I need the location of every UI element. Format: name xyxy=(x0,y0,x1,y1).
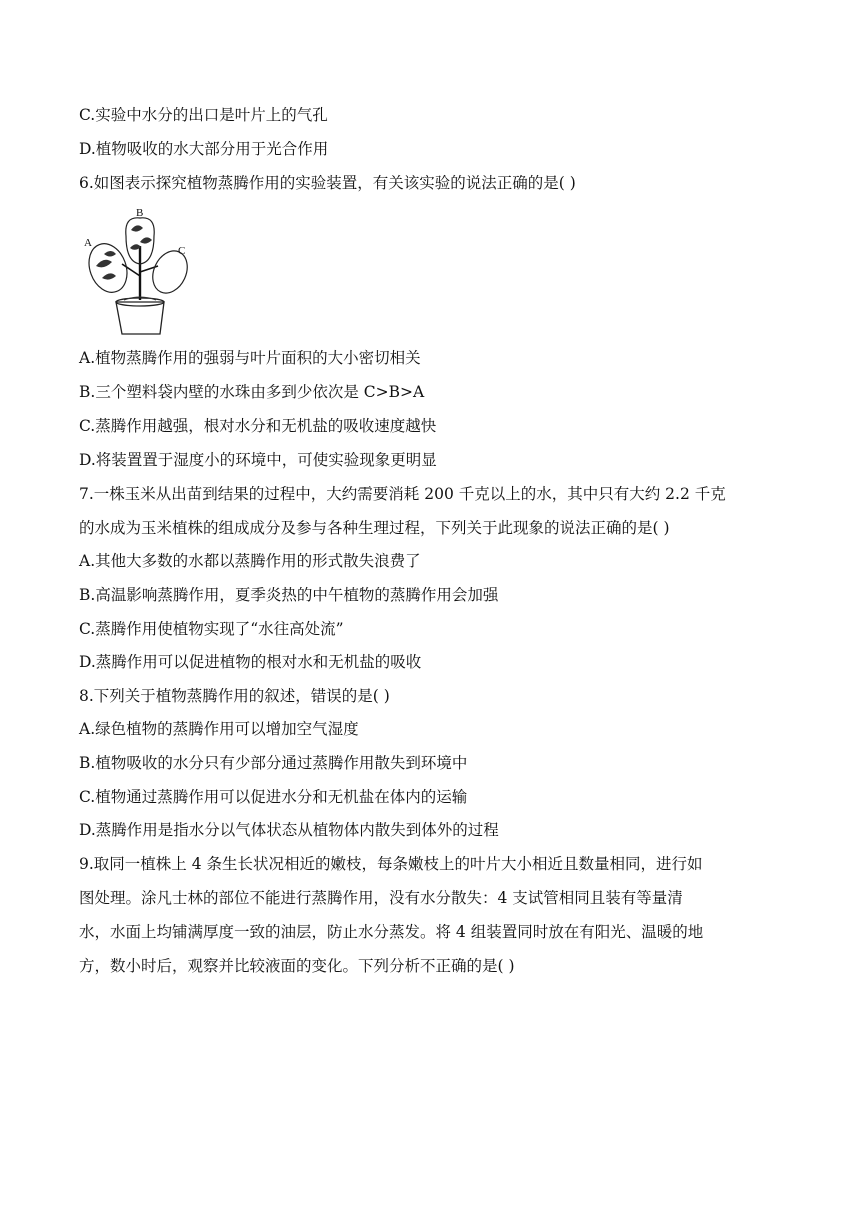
q7-option-d: D.蒸腾作用可以促进植物的根对水和无机盐的吸收 xyxy=(79,653,422,671)
q8-option-d: D.蒸腾作用是指水分以气体状态从植物体内散失到体外的过程 xyxy=(79,821,499,839)
q6-option-a: A.植物蒸腾作用的强弱与叶片面积的大小密切相关 xyxy=(79,349,421,367)
q7-stem-line-2: 的水成为玉米植株的组成成分及参与各种生理过程，下列关于此现象的说法正确的是( ) xyxy=(79,519,670,537)
q8-option-a: A.绿色植物的蒸腾作用可以增加空气湿度 xyxy=(79,720,359,738)
q5-option-d: D.植物吸收的水大部分用于光合作用 xyxy=(79,140,329,158)
q6-option-c: C.蒸腾作用越强，根对水分和无机盐的吸收速度越快 xyxy=(79,417,437,435)
q9-stem-line-2: 图处理。涂凡士林的部位不能进行蒸腾作用，没有水分散失：4 支试管相同且装有等量清 xyxy=(79,889,683,907)
q7-stem-line-1: 7.一株玉米从出苗到结果的过程中，大约需要消耗 200 千克以上的水，其中只有大约 2.2 千克 xyxy=(79,485,726,503)
q6-option-b: B.三个塑料袋内壁的水珠由多到少依次是 C>B>A xyxy=(79,383,425,401)
q7-option-b: B.高温影响蒸腾作用，夏季炎热的中午植物的蒸腾作用会加强 xyxy=(79,586,499,604)
figure-label-b: B xyxy=(136,207,144,219)
q6-stem: 6.如图表示探究植物蒸腾作用的实验装置，有关该实验的说法正确的是( ) xyxy=(79,174,576,192)
q8-stem: 8.下列关于植物蒸腾作用的叙述，错误的是( ) xyxy=(79,687,390,705)
q9-stem-line-4: 方，数小时后，观察并比较液面的变化。下列分析不正确的是( ) xyxy=(79,957,515,975)
q7-option-c: C.蒸腾作用使植物实现了“水往高处流” xyxy=(79,620,344,638)
q8-option-c: C.植物通过蒸腾作用可以促进水分和无机盐在体内的运输 xyxy=(79,788,468,806)
figure-label-c: C xyxy=(178,245,186,257)
q7-option-a: A.其他大多数的水都以蒸腾作用的形式散失浪费了 xyxy=(79,552,421,570)
q8-option-b: B.植物吸收的水分只有少部分通过蒸腾作用散失到环境中 xyxy=(79,754,468,772)
q9-stem-line-3: 水，水面上均铺满厚度一致的油层，防止水分蒸发。将 4 组装置同时放在有阳光、温暖的地 xyxy=(79,923,704,941)
q9-stem-line-1: 9.取同一植株上 4 条生长状况相近的嫩枝，每条嫩枝上的叶片大小相近且数量相同，进行如 xyxy=(79,855,703,873)
q6-option-d: D.将装置置于湿度小的环境中，可使实验现象更明显 xyxy=(79,451,437,469)
figure-label-a: A xyxy=(84,237,92,249)
transpiration-apparatus-figure xyxy=(82,206,192,340)
q5-option-c: C.实验中水分的出口是叶片上的气孔 xyxy=(79,106,328,124)
